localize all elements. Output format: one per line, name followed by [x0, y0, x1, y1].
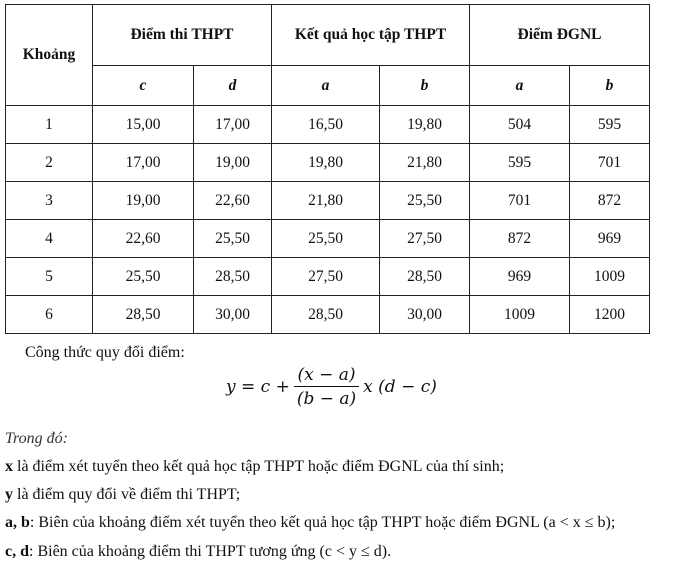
table-cell: 19,00 [194, 144, 272, 182]
header-thpt-exam: Điểm thi THPT [93, 5, 272, 66]
table-cell: 701 [570, 144, 650, 182]
table-cell: 21,80 [272, 182, 380, 220]
table-cell: 1 [6, 106, 93, 144]
table-cell: 21,80 [380, 144, 470, 182]
table-cell: 25,50 [380, 182, 470, 220]
definition-x [5, 458, 504, 476]
table-cell: 15,00 [93, 106, 194, 144]
table-cell: 19,80 [380, 106, 470, 144]
formula-intro: Công thức quy đổi điểm: [25, 344, 185, 361]
formula-fraction [294, 365, 359, 409]
definition-key: x [5, 458, 13, 475]
table-cell: 969 [470, 258, 570, 296]
definition-text: : Biên của khoảng điểm xét tuyển theo kết quả học tập THPT hoặc điểm ĐGNL (a < x ≤ b); [29, 514, 616, 531]
definition-cd [5, 543, 391, 561]
table-cell: 16,50 [272, 106, 380, 144]
header-study-result: Kết quả học tập THPT [272, 5, 470, 66]
where-label: Trong đó: [5, 430, 68, 447]
definition-text: là điểm quy đổi về điểm thi THPT; [13, 486, 241, 503]
table-cell: 595 [570, 106, 650, 144]
table-cell: 872 [470, 220, 570, 258]
header-range: Khoảng [6, 5, 93, 106]
definition-ab [5, 514, 615, 532]
table-cell: 1200 [570, 296, 650, 334]
table-cell: 25,50 [194, 220, 272, 258]
table-cell: 28,50 [194, 258, 272, 296]
definition-text: là điểm xét tuyển theo kết quả học tập THPT hoặc điểm ĐGNL của thí sinh; [13, 458, 505, 475]
definition-y [5, 486, 240, 504]
table-cell: 872 [570, 182, 650, 220]
table-cell: 701 [470, 182, 570, 220]
table-row [6, 106, 650, 144]
table-cell: 969 [570, 220, 650, 258]
table-cell: 3 [6, 182, 93, 220]
table-cell: 1009 [470, 296, 570, 334]
table-row [6, 220, 650, 258]
table-cell: 22,60 [194, 182, 272, 220]
subheader-a-dgnl: a [470, 66, 570, 106]
table-cell: 22,60 [93, 220, 194, 258]
table-cell: 27,50 [272, 258, 380, 296]
formula-numerator: (x − a) [297, 365, 356, 385]
definition-key: c, d [5, 543, 29, 560]
table-cell: 6 [6, 296, 93, 334]
table-cell: 19,80 [272, 144, 380, 182]
table-cell: 30,00 [194, 296, 272, 334]
formula-denominator: (b − a) [294, 386, 359, 409]
table-cell: 30,00 [380, 296, 470, 334]
header-dgnl: Điểm ĐGNL [470, 5, 650, 66]
table-cell: 1009 [570, 258, 650, 296]
table-cell: 27,50 [380, 220, 470, 258]
formula-rhs: x (d − c) [363, 377, 437, 397]
table-cell: 2 [6, 144, 93, 182]
subheader-b-dgnl: b [570, 66, 650, 106]
table-cell: 28,50 [272, 296, 380, 334]
table-cell: 19,00 [93, 182, 194, 220]
table-cell: 5 [6, 258, 93, 296]
subheader-c: c [93, 66, 194, 106]
subheader-b: b [380, 66, 470, 106]
definition-text: : Biên của khoảng điểm thi THPT tương ứng (c < y ≤ d). [29, 543, 392, 560]
conversion-formula [226, 362, 437, 412]
table-cell: 504 [470, 106, 570, 144]
definition-key: y [5, 486, 13, 503]
table-cell: 28,50 [93, 296, 194, 334]
formula-lhs: y = c + [226, 377, 290, 397]
subheader-d: d [194, 66, 272, 106]
table-cell: 17,00 [194, 106, 272, 144]
table-row [6, 182, 650, 220]
subheader-a: a [272, 66, 380, 106]
definition-key: a, b [5, 514, 30, 531]
table-cell: 25,50 [93, 258, 194, 296]
table-row [6, 144, 650, 182]
table-row [6, 258, 650, 296]
table-cell: 28,50 [380, 258, 470, 296]
table-cell: 595 [470, 144, 570, 182]
table-cell: 25,50 [272, 220, 380, 258]
table-cell: 17,00 [93, 144, 194, 182]
table-cell: 4 [6, 220, 93, 258]
conversion-table [5, 4, 650, 334]
table-row [6, 296, 650, 334]
